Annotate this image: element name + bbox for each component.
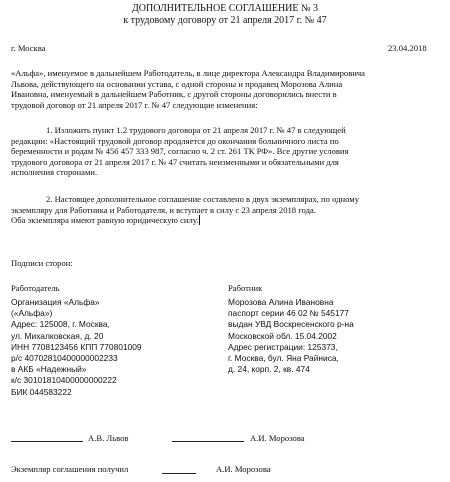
intro-line: Ивановна, именуемый в дальнейшем Работник, с другой стороны договорились внести в [11, 89, 337, 99]
employee-detail-line: паспорт серии 46 02 № 545177 [228, 308, 349, 319]
employer-signature-line [11, 441, 83, 442]
employee-details [228, 297, 354, 375]
item-2-paragraph [11, 194, 441, 226]
document-subtitle: к трудовому договору от 21 апреля 2017 г. № 47 [123, 15, 327, 26]
employee-detail-line: Адрес регистрации: 125373, [228, 341, 338, 352]
employer-details [11, 297, 142, 398]
item-2-line: 2. Настоящее дополнительное соглашение составлено в двух экземплярах, по одному [46, 194, 359, 204]
employer-detail-line: ИНН 7708123456 КПП 770801009 [11, 341, 142, 352]
employee-detail-line: выдан УВД Воскресенского р-на [228, 319, 354, 330]
item-1-line: трудового договора от 21 апреля 2017 г. № 47 считать неизменными и обязательными для [11, 156, 339, 167]
item-2-line: экземпляру для Работника и Работодателя, и вступает в силу с 23 апреля 2018 года. [11, 204, 316, 215]
intro-line: «Альфа», именуемое в дальнейшем Работодатель, в лице директора Александра Владимировича [11, 68, 365, 78]
item-2-line: Оба экземпляра имеют равную юридическую силу. [11, 215, 199, 225]
intro-line: трудовой договор от 21 апреля 2017 г. № 47 следующие изменения: [11, 99, 258, 110]
employer-heading: Работодатель [11, 283, 60, 293]
item-1-line: редакции: «Настоящий трудовой договор продляется до окончания больничного листа по [11, 135, 339, 146]
employer-detail-line: Организация «Альфа» [11, 297, 100, 307]
document-date: 23.04.2018 [388, 43, 427, 53]
receipt-signer-name: А.И. Морозова [216, 464, 271, 474]
employee-detail-line: г. Москва, бул. Яна Райниса, [228, 353, 339, 364]
intro-line: Львова, действующего на основании устава, с одной стороны и продавец Морозова Алина [11, 78, 343, 89]
item-1-line: 1. Изложить пункт 1.2 трудового договора от 21 апреля 2017 г. № 47 в следующей [46, 125, 346, 135]
document-place: г. Москва [11, 43, 46, 53]
employer-detail-line: БИК 044583222 [11, 386, 72, 397]
employee-detail-line: Морозова Алина Ивановна [228, 297, 334, 307]
employee-signature-line [172, 441, 244, 442]
receipt-signature-line [162, 473, 196, 474]
receipt-label: Экземпляр соглашения получил [11, 464, 129, 474]
employer-detail-line: к/с 30101810400000000222 [11, 375, 117, 386]
employee-detail-line: Московской обл. 15.04.2002 [228, 330, 337, 341]
text-cursor [199, 215, 200, 225]
employer-detail-line: в АКБ «Надежный» [11, 364, 87, 375]
employer-detail-line: Адрес: 125008, г. Москва, [11, 319, 110, 330]
item-1-paragraph [11, 125, 441, 178]
employer-detail-line: р/с 40702810400000002233 [11, 353, 118, 364]
employer-detail-line: ул. Михалковская, д. 20 [11, 330, 104, 341]
employee-heading: Работник [228, 283, 263, 293]
employee-detail-line: д. 24, корп. 2, кв. 474 [228, 364, 310, 375]
employee-signer-name: А.И. Морозова [250, 433, 305, 443]
employer-signer-name: А.В. Львов [88, 433, 129, 443]
document-title: ДОПОЛНИТЕЛЬНОЕ СОГЛАШЕНИЕ № 3 [131, 3, 319, 14]
intro-paragraph [11, 68, 441, 110]
employer-detail-line: («Альфа») [11, 308, 53, 319]
item-1-line: исполнения сторонами. [11, 167, 98, 177]
item-1-line: беременности и родам № 456 457 333 987, согласно ч. 2 ст. 261 ТК РФ». Все другие условия [11, 146, 349, 156]
signatures-heading: Подписи сторон: [11, 258, 73, 268]
